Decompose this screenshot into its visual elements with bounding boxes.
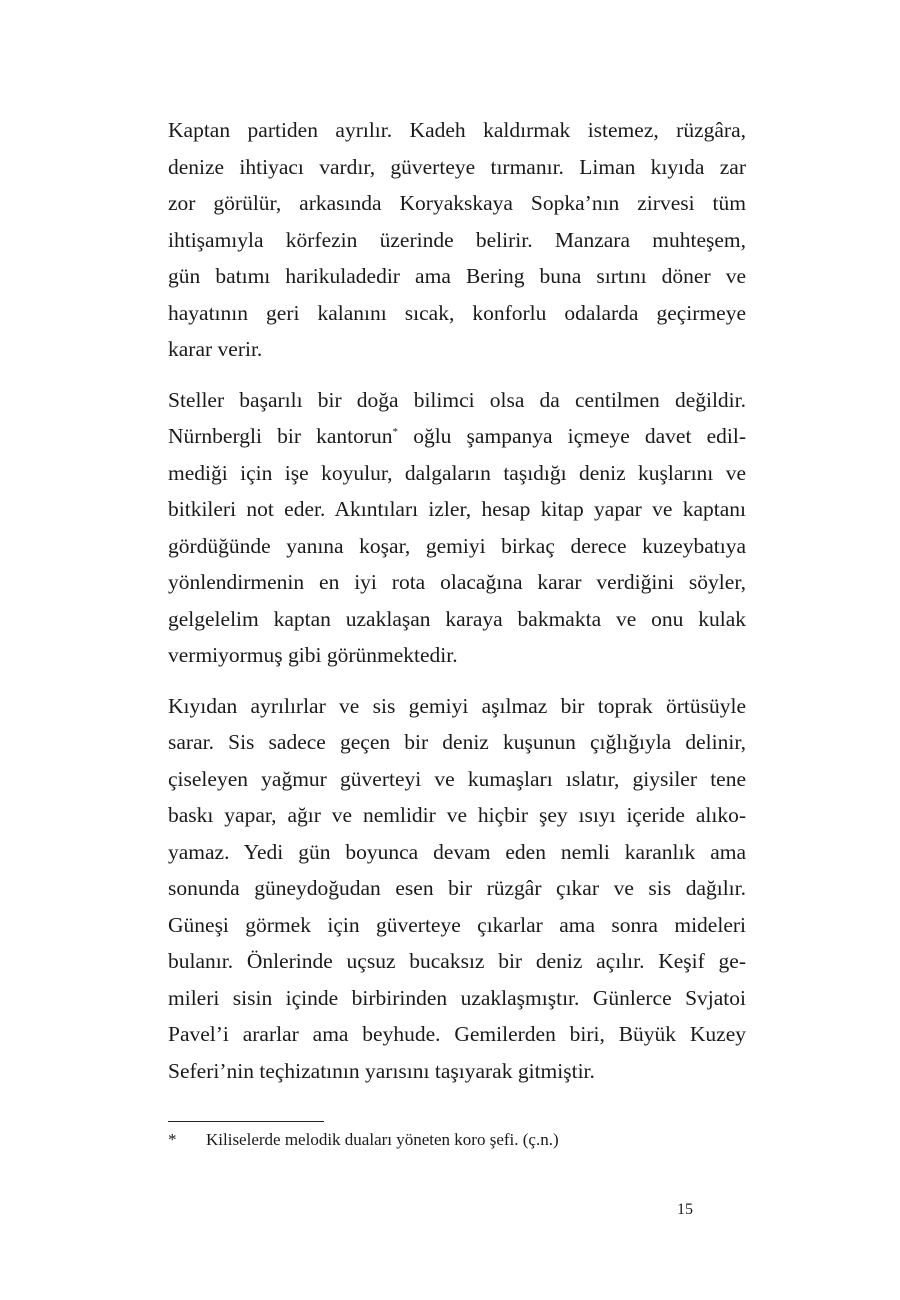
body-text xyxy=(168,112,746,1103)
text-line: denize ihtiyacı vardır, güverteye tırmanır. Liman kıyıda zar xyxy=(168,154,746,179)
text-segment: oğlu şampanya içmeye davet edil- xyxy=(398,424,746,448)
text-line: gelgelelim kaptan uzaklaşan karaya bakmakta ve onu kulak xyxy=(168,606,746,631)
text-line: baskı yapar, ağır ve nemlidir ve hiçbir şey ısıyı içeride alıko- xyxy=(168,803,746,827)
text-line: vermiyormuş gibi görünmektedir. xyxy=(168,643,458,667)
text-line: ihtişamıyla körfezin üzerinde belirir. Manzara muhteşem, xyxy=(168,227,746,252)
text-line: mediği için işe koyulur, dalgaların taşıdığı deniz kuşlarını ve xyxy=(168,460,746,485)
footnote xyxy=(168,1128,746,1152)
paragraph xyxy=(168,382,746,674)
text-line: Kaptan partiden ayrılır. Kadeh kaldırmak istemez, rüzgâra, xyxy=(168,118,746,142)
text-line: hayatının geri kalanını sıcak, konforlu odalarda geçirmeye xyxy=(168,300,746,325)
text-line: sarar. Sis sadece geçen bir deniz kuşunun çığlığıyla delinir, xyxy=(168,730,746,754)
footnote-marker: * xyxy=(168,1130,177,1149)
text-line: çiseleyen yağmur güverteyi ve kumaşları ıslatır, giysiler tene xyxy=(168,766,746,791)
text-line: bulanır. Önlerinde uçsuz bucaksız bir deniz açılır. Keşif ge- xyxy=(168,949,746,973)
text-line: sonunda güneydoğudan esen bir rüzgâr çıkar ve sis dağılır. xyxy=(168,876,746,900)
text-line: bitkileri not eder. Akıntıları izler, hesap kitap yapar ve kaptanı xyxy=(168,497,746,521)
footnote-text: Kiliselerde melodik duaları yöneten koro şefi. (ç.n.) xyxy=(206,1130,559,1149)
text-line: yönlendirmenin en iyi rota olacağına karar verdiğini söyler, xyxy=(168,570,746,594)
text-line: Steller başarılı bir doğa bilimci olsa da centilmen değildir. xyxy=(168,387,746,412)
page-number: 15 xyxy=(677,1201,693,1218)
text-line: Seferi’nin teçhizatının yarısını taşıyarak gitmiştir. xyxy=(168,1058,595,1083)
text-line: mileri sisin içinde birbirinden uzaklaşmıştır. Günlerce Svjatoi xyxy=(168,985,746,1010)
text-line: Kıyıdan ayrılırlar ve sis gemiyi aşılmaz bir toprak örtüsüyle xyxy=(168,693,746,718)
text-segment: Nürnbergli bir kantorun xyxy=(168,424,393,448)
paragraph xyxy=(168,112,746,368)
text-line: gördüğünde yanına koşar, gemiyi birkaç derece kuzeybatıya xyxy=(168,533,746,558)
footnote-separator xyxy=(168,1121,324,1122)
text-line: gün batımı harikuladedir ama Bering buna sırtını döner ve xyxy=(168,264,746,288)
text-line: zor görülür, arkasında Koryakskaya Sopka’nın zirvesi tüm xyxy=(168,191,746,215)
text-line: karar verir. xyxy=(168,337,263,361)
text-line: yamaz. Yedi gün boyunca devam eden nemli karanlık ama xyxy=(168,839,746,864)
paragraph xyxy=(168,688,746,1090)
text-line xyxy=(168,418,746,455)
footnote-marker: * xyxy=(392,425,399,438)
text-line: Pavel’i ararlar ama beyhude. Gemilerden biri, Büyük Kuzey xyxy=(168,1022,746,1046)
text-line: Güneşi görmek için güverteye çıkarlar ama sonra mideleri xyxy=(168,912,746,937)
